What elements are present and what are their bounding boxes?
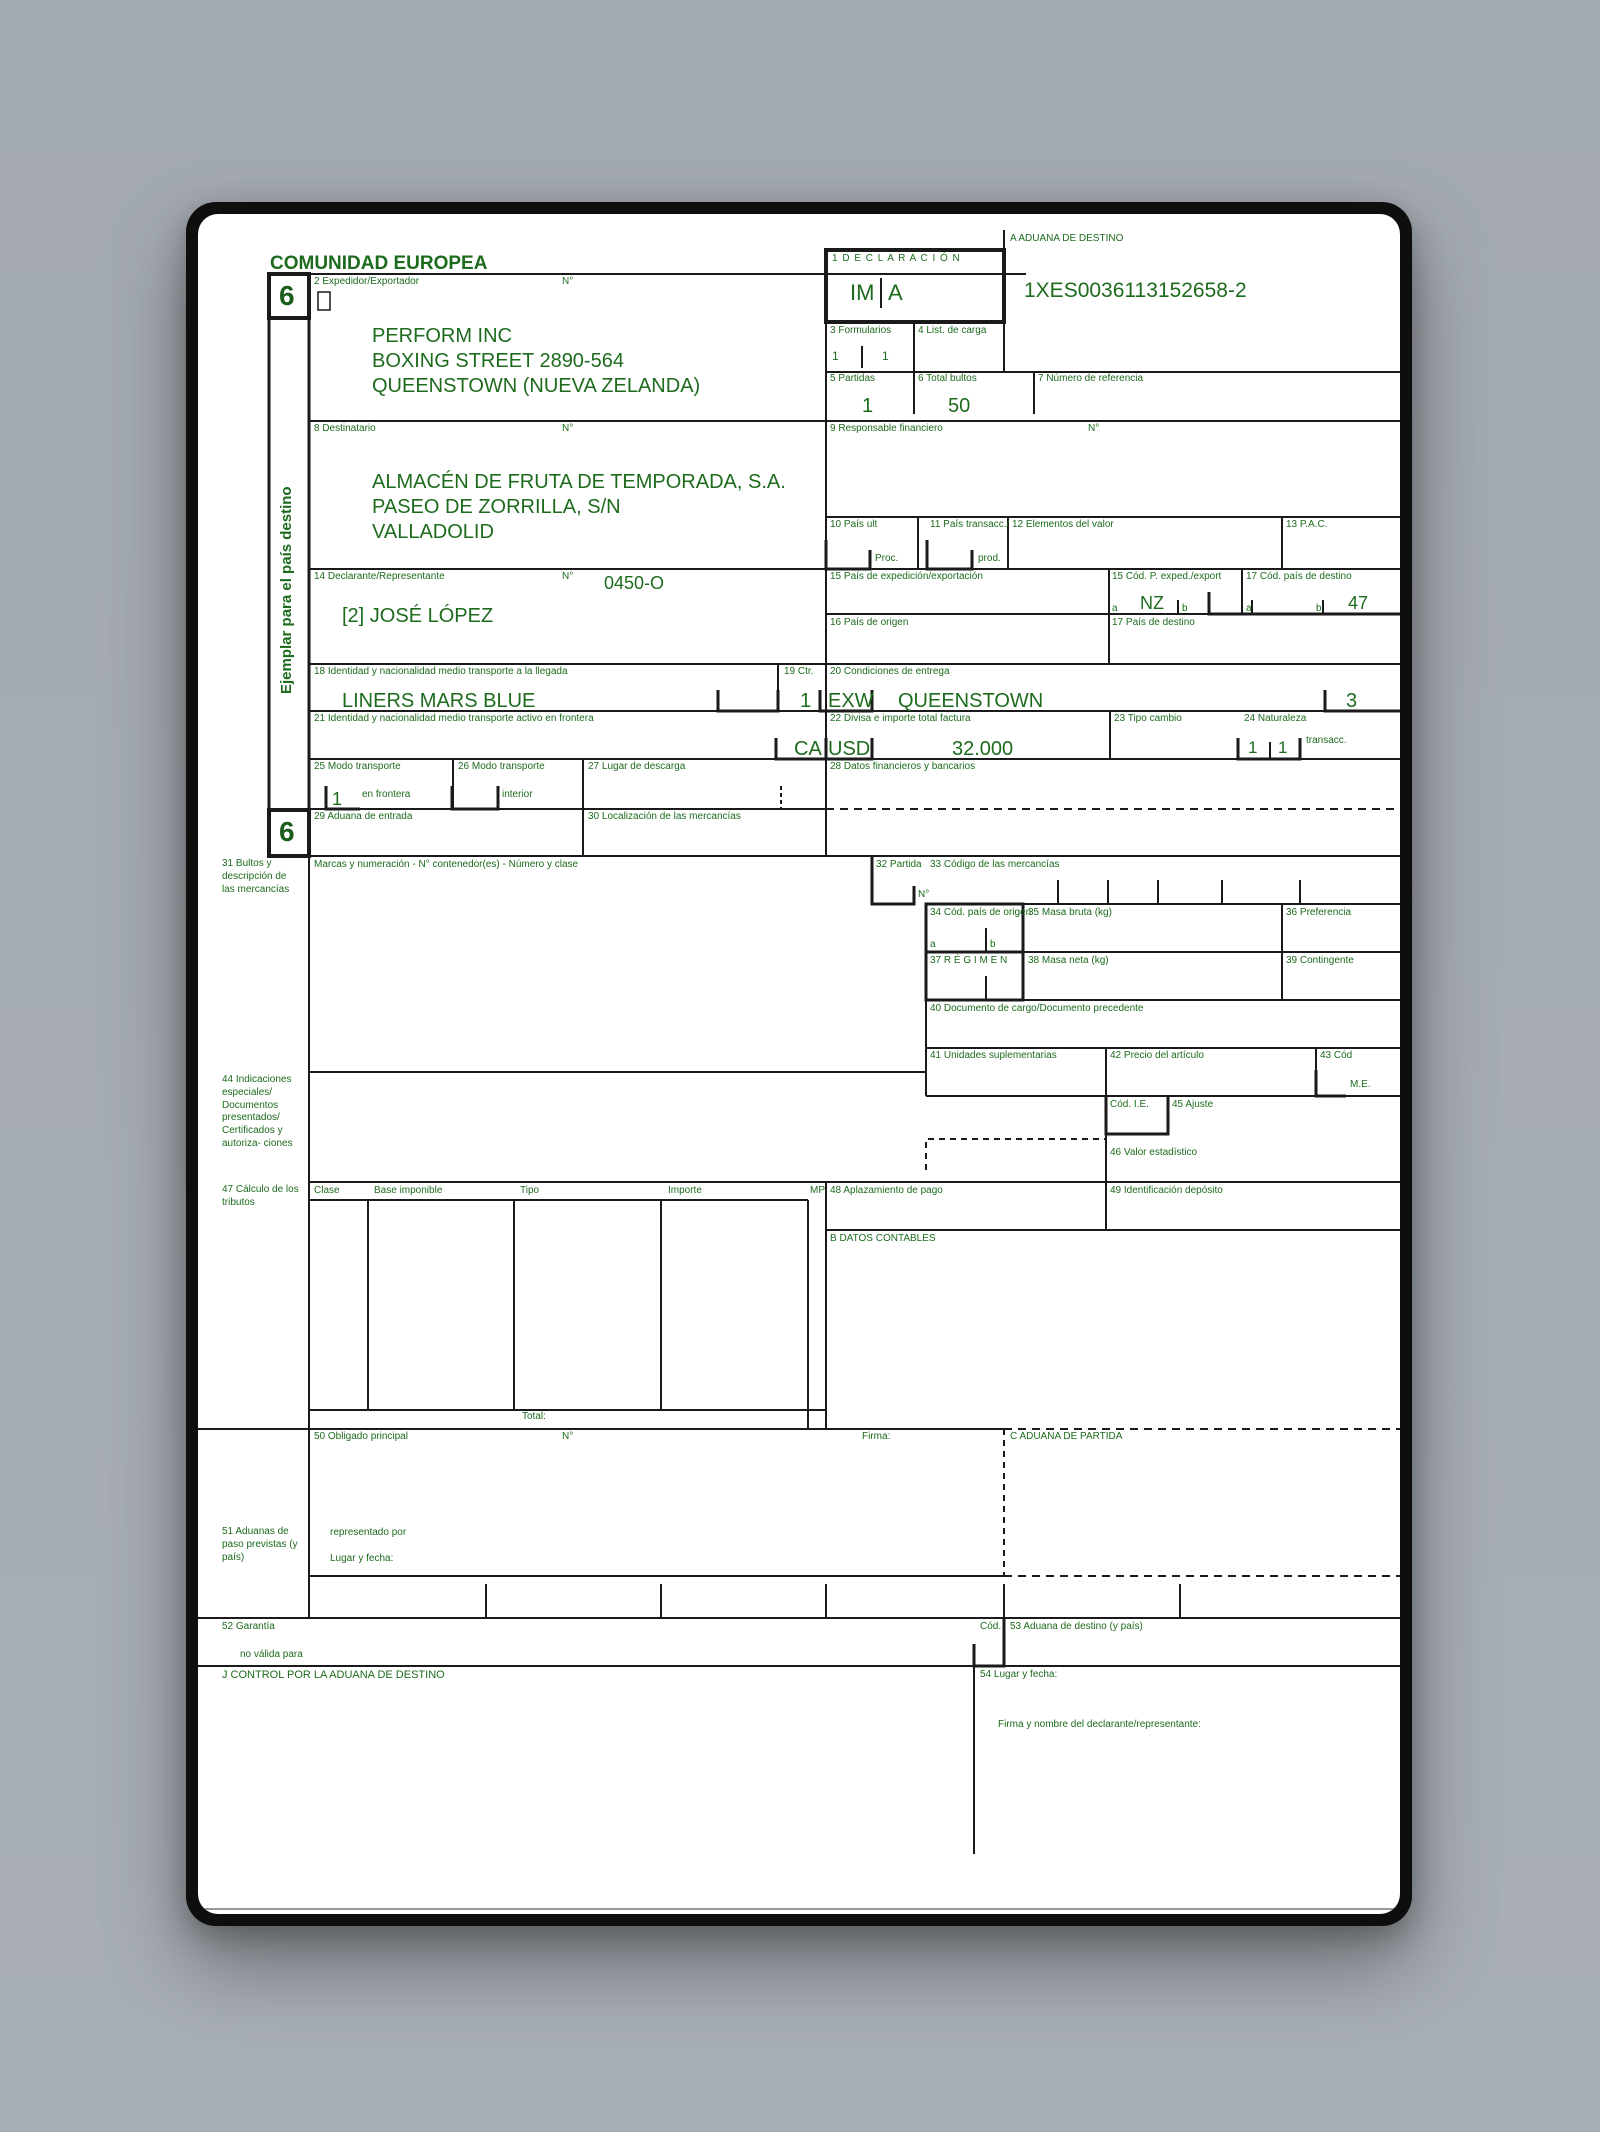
forms-divider [861,346,863,368]
box25-label: 25 Modo transporte [314,761,401,772]
exporter-line-3: QUEENSTOWN (NUEVA ZELANDA) [372,375,701,397]
box54-sign: Firma y nombre del declarante/representante: [998,1719,1201,1730]
box52-cod: Cód. [980,1621,1002,1632]
box31-label: 31 Bultos y descripción de las mercancías [222,858,290,895]
box50-label: 50 Obligado principal [314,1431,408,1442]
tax-col-type: Tipo [520,1185,540,1196]
box20-place: QUEENSTOWN [898,690,1044,712]
box22-amount: 32.000 [952,738,1014,760]
box15a-b: b [1182,603,1188,614]
box25-sub: en frontera [362,789,411,800]
box48-label: 48 Aplazamiento de pago [830,1185,943,1196]
declaration-reference: 1XES0036113152658-2 [1024,279,1247,302]
declaration-type-2: A [888,280,903,305]
packages-value: 50 [948,395,971,417]
box22-currency: USD [828,738,871,760]
copy-number-bottom: 6 [279,816,295,847]
consignee-line-2: PASEO DE ZORRILLA, S/N [372,496,621,518]
tax-col-class: Clase [314,1185,340,1196]
box45-cod-ie: Cód. I.E. [1110,1099,1149,1110]
customs-destination-label: A ADUANA DE DESTINO [1010,233,1124,244]
box16-label: 16 País de origen [830,617,909,628]
items-label: 5 Partidas [830,373,876,384]
box17a-label: 17 Cód. país de destino [1246,571,1352,582]
box10-label: 10 País ult [830,519,878,530]
box32-label: 32 Partida [876,859,922,870]
box17a-value: 47 [1348,593,1369,613]
box46-label: 46 Valor estadístico [1110,1147,1198,1158]
box28-label: 28 Datos financieros y bancarios [830,761,976,772]
items-value: 1 [862,395,874,417]
loading-lists-label: 4 List. de carga [918,325,987,336]
box54-label: 54 Lugar y fecha: [980,1669,1058,1680]
box34-b: b [990,939,996,950]
box13-label: 13 P.A.C. [1286,519,1328,530]
box51-label: 51 Aduanas de paso previstas (y país) [222,1526,298,1563]
community-title: COMUNIDAD EUROPEA [270,253,488,274]
financial-resp-label: 9 Responsable financiero [830,423,943,434]
consignee-line-1: ALMACÉN DE FRUTA DE TEMPORADA, S.A. [372,471,786,493]
forms-value-1: 1 [832,349,839,363]
box11-label: 11 País transacc./ [930,519,1010,530]
box22-label: 22 Divisa e importe total factura [830,713,971,724]
box26-label: 26 Modo transporte [458,761,545,772]
box53-label: 53 Aduana de destino (y país) [1010,1621,1143,1632]
box23-label: 23 Tipo cambio [1114,713,1182,724]
customs-declaration-form [198,214,1400,1914]
financial-resp-no-label: N° [1088,423,1100,434]
box11-sub: prod. [978,553,1001,564]
box39-label: 39 Contingente [1286,955,1354,966]
box18-value: LINERS MARS BLUE [342,690,536,712]
declarant-no-label: N° [562,571,574,582]
box41-label: 41 Unidades suplementarias [930,1050,1057,1061]
box21-label: 21 Identidad y nacionalidad medio transporte activo en frontera [314,713,594,724]
box15a-a: a [1112,603,1118,614]
box33-label: 33 Código de las mercancías [930,859,1060,870]
box18-label: 18 Identidad y nacionalidad medio transporte a la llegada [314,666,568,677]
box20-code: EXW [828,690,874,712]
packages-label: 6 Total bultos [918,373,977,384]
box52-label: 52 Garantía [222,1621,275,1632]
box44-label: 44 Indicaciones especiales/ Documentos presentados/ Certificados y autoriza- ciones [222,1074,293,1149]
box29-label: 29 Aduana de entrada [314,811,413,822]
box40-label: 40 Documento de cargo/Documento precedente [930,1003,1144,1014]
exporter-line-1: PERFORM INC [372,325,512,347]
box24-label: 24 Naturaleza [1244,713,1307,724]
box17a-a: a [1246,603,1252,614]
box15a-value: NZ [1140,593,1164,613]
box15-label: 15 País de expedición/exportación [830,571,983,582]
box37-label: 37 R É G I M E N [930,955,1008,966]
box17-label: 17 País de destino [1112,617,1195,628]
boxB-label: B DATOS CONTABLES [830,1233,936,1244]
exporter-no-label: N° [562,276,574,287]
declarant-label: 14 Declarante/Representante [314,571,445,582]
box19-value: 1 [800,690,812,712]
box24-value-1: 1 [1248,738,1258,757]
box19-label: 19 Ctr. [784,666,814,677]
box17a-b: b [1316,603,1322,614]
consignee-label: 8 Destinatario [314,423,376,434]
consignee-no-label: N° [562,423,574,434]
box20-value: 3 [1346,690,1358,712]
box24-sub: transacc. [1306,735,1347,746]
declarant-no-value: 0450-O [604,573,665,593]
box25-value: 1 [332,789,343,809]
boxJ-label: J CONTROL POR LA ADUANA DE DESTINO [222,1669,445,1681]
declaration-divider [880,278,882,308]
box12-label: 12 Elementos del valor [1012,519,1114,530]
box21-value: CA [794,738,822,760]
declaration-type-1: IM [850,280,875,305]
box36-label: 36 Preferencia [1286,907,1352,918]
box43-label: 43 Cód [1320,1050,1353,1061]
box27-label: 27 Lugar de descarga [588,761,686,772]
exporter-label: 2 Expedidor/Exportador [314,276,420,287]
box42-label: 42 Precio del artículo [1110,1050,1204,1061]
box24-value-2: 1 [1278,738,1288,757]
box31-desc: Marcas y numeración - N° contenedor(es) - Número y clase [314,859,579,870]
tax-col-base: Base imponible [374,1185,443,1196]
copy-vertical-label: Ejemplar para el país destino [278,486,295,694]
declarant-name: [2] JOSÉ LÓPEZ [342,605,494,627]
box50-firma: Firma: [862,1431,891,1442]
box45-label: 45 Ajuste [1172,1099,1214,1110]
box26-sub: interior [502,789,533,800]
box52-sub: no válida para [240,1649,303,1660]
tablet-frame [186,202,1412,1926]
exporter-line-2: BOXING STREET 2890-564 [372,350,624,372]
forms-value-2: 1 [882,349,889,363]
box50-no-label: N° [562,1431,574,1442]
box49-label: 49 Identificación depósito [1110,1185,1223,1196]
box43-sub: M.E. [1350,1079,1371,1090]
tax-total-label: Total: [522,1411,546,1422]
ref-number-label: 7 Número de referencia [1038,373,1144,384]
forms-label: 3 Formularios [830,325,892,336]
box30-label: 30 Localización de las mercancías [588,811,741,822]
box15a-label: 15 Cód. P. exped./export [1112,571,1222,582]
document-screen [198,214,1400,1914]
boxC-label: C ADUANA DE PARTIDA [1010,1431,1123,1442]
box47-label: 47 Cálculo de los tributos [222,1184,299,1208]
box10-sub: Proc. [875,553,899,564]
box50-represented: representado por [330,1527,407,1538]
tax-col-amount: Importe [668,1185,702,1196]
tax-col-mp: MP [810,1185,825,1196]
consignee-line-3: VALLADOLID [372,521,494,543]
box20-label: 20 Condiciones de entrega [830,666,950,677]
copy-number-top: 6 [279,280,295,311]
form-grid-lines [198,214,1400,1914]
box38-label: 38 Masa neta (kg) [1028,955,1109,966]
box35-label: 35 Masa bruta (kg) [1028,907,1112,918]
box50-place-date: Lugar y fecha: [330,1553,394,1564]
box32-no-label: N° [918,889,930,900]
declaration-label: 1 D E C L A R A C I Ó N [832,253,961,264]
box34-label: 34 Cód. país de origen [930,907,1032,918]
box34-a: a [930,939,936,950]
